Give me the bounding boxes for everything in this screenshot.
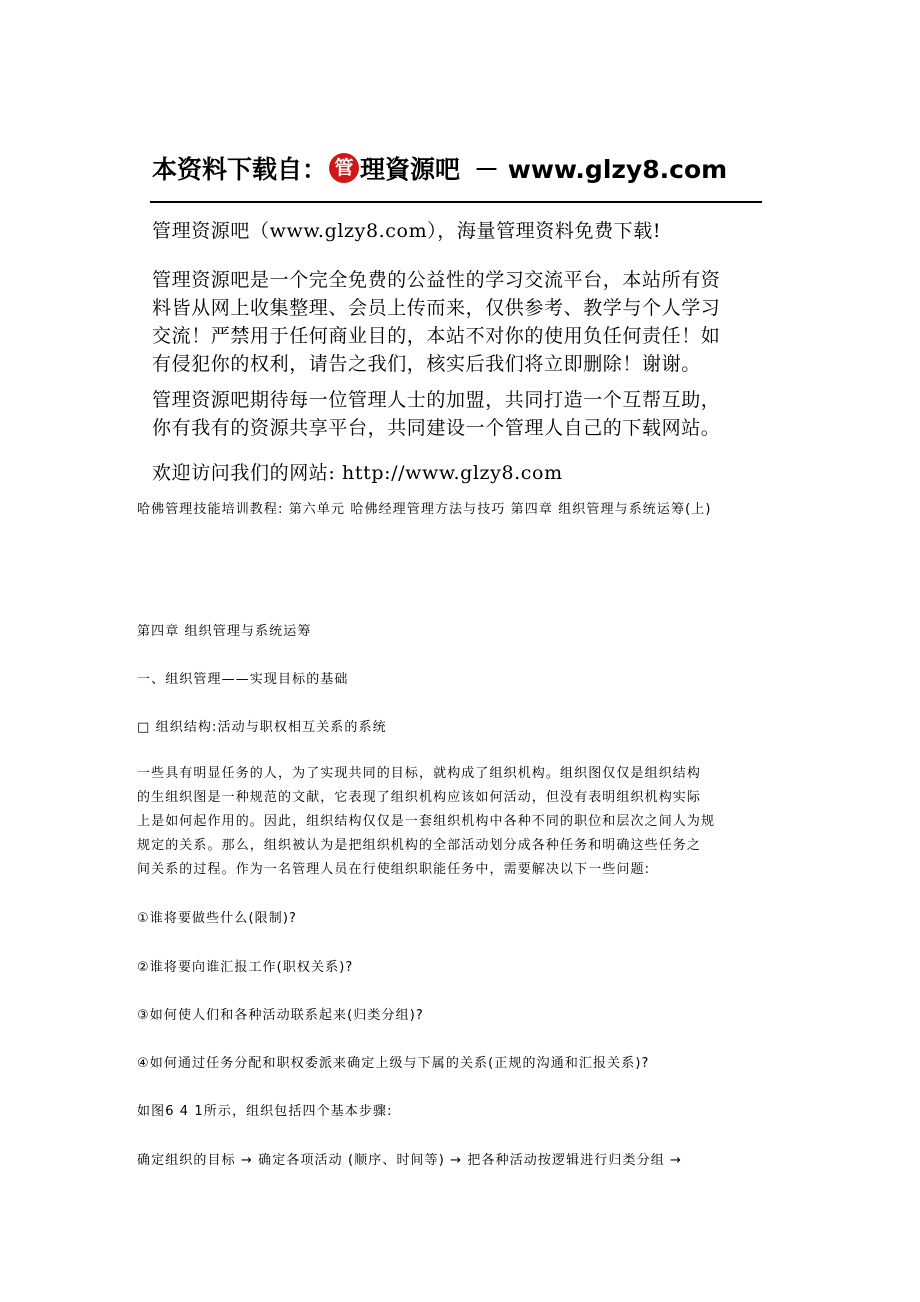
figure-reference: 如图6 4 1所示，组织包括四个基本步骤: bbox=[137, 1104, 393, 1119]
notice-welcome bbox=[152, 459, 772, 487]
section-heading: 一、组织管理——实现目标的基础 bbox=[137, 672, 349, 687]
notice-line: 管理资源吧期待每一位管理人士的加盟，共同打造一个互帮互助， bbox=[152, 389, 721, 411]
paragraph-line: 规定的关系。那么，组织被认为是把组织机构的全部活动划分成各种任务和明确这些任务之 bbox=[137, 838, 702, 853]
body-paragraph bbox=[137, 762, 803, 882]
notice-line: 你有我有的资源共享平台，共同建设一个管理人自己的下载网站。 bbox=[152, 417, 721, 439]
banner-divider bbox=[150, 201, 762, 203]
notice-line: 料皆从网上收集整理、会员上传而来，仅供参考、教学与个人学习 bbox=[152, 297, 721, 319]
notice-invitation bbox=[152, 386, 772, 442]
paragraph-line: 的生组织图是一种规范的文献，它表现了组织机构应该如何活动，但没有表明组织机构实际 bbox=[137, 790, 702, 805]
question-item: ④如何通过任务分配和职权委派来确定上级与下属的关系(正规的沟通和汇报关系)? bbox=[137, 1056, 650, 1071]
banner-prefix: 本资料下载自： bbox=[152, 155, 328, 184]
question-item: ②谁将要向谁汇报工作(职权关系)? bbox=[137, 960, 354, 975]
site-logo-icon: 管 bbox=[329, 153, 359, 183]
notice-line: 有侵犯你的权利，请告之我们，核实后我们将立即删除！谢谢。 bbox=[152, 353, 701, 375]
paragraph-line: 上是如何起作用的。因此，组织结构仅仅是一套组织机构中各种不同的职位和层次之间人为规 bbox=[137, 814, 716, 829]
subsection-heading: □ 组织结构:活动与职权相互关系的系统 bbox=[137, 720, 387, 735]
welcome-link-text: 欢迎访问我们的网站: http://www.glzy8.com bbox=[152, 462, 563, 484]
download-source-banner bbox=[152, 148, 727, 188]
notice-line: 管理资源吧是一个完全免费的公益性的学习交流平台，本站所有资 bbox=[152, 269, 721, 291]
notice-line: 交流！严禁用于任何商业目的，本站不对你的使用负任何责任！如 bbox=[152, 325, 721, 347]
paragraph-line: 间关系的过程。作为一名管理人员在行使组织职能任务中，需要解决以下一些问题: bbox=[137, 862, 651, 877]
question-item: ③如何使人们和各种活动联系起来(归类分组)? bbox=[137, 1008, 424, 1023]
banner-site-name: 理資源吧 bbox=[360, 155, 461, 184]
notice-intro bbox=[152, 217, 772, 245]
chapter-heading: 第四章 组织管理与系统运筹 bbox=[137, 624, 312, 639]
banner-url: － www.glzy8.com bbox=[474, 155, 728, 184]
document-title: 哈佛管理技能培训教程: 第六单元 哈佛经理管理方法与技巧 第四章 组织管理与系统运筹(上) bbox=[137, 502, 712, 517]
notice-intro-line: 管理资源吧（www.glzy8.com），海量管理资料免费下载! bbox=[152, 220, 662, 242]
notice-disclaimer bbox=[152, 266, 772, 378]
paragraph-line: 一些具有明显任务的人，为了实现共同的目标，就构成了组织机构。组织图仅仅是组织结构 bbox=[137, 766, 702, 781]
question-item: ①谁将要做些什么(限制)? bbox=[137, 911, 297, 926]
process-steps: 确定组织的目标 → 确定各项活动 (顺序、时间等) → 把各种活动按逻辑进行归类分组 → bbox=[137, 1153, 683, 1168]
